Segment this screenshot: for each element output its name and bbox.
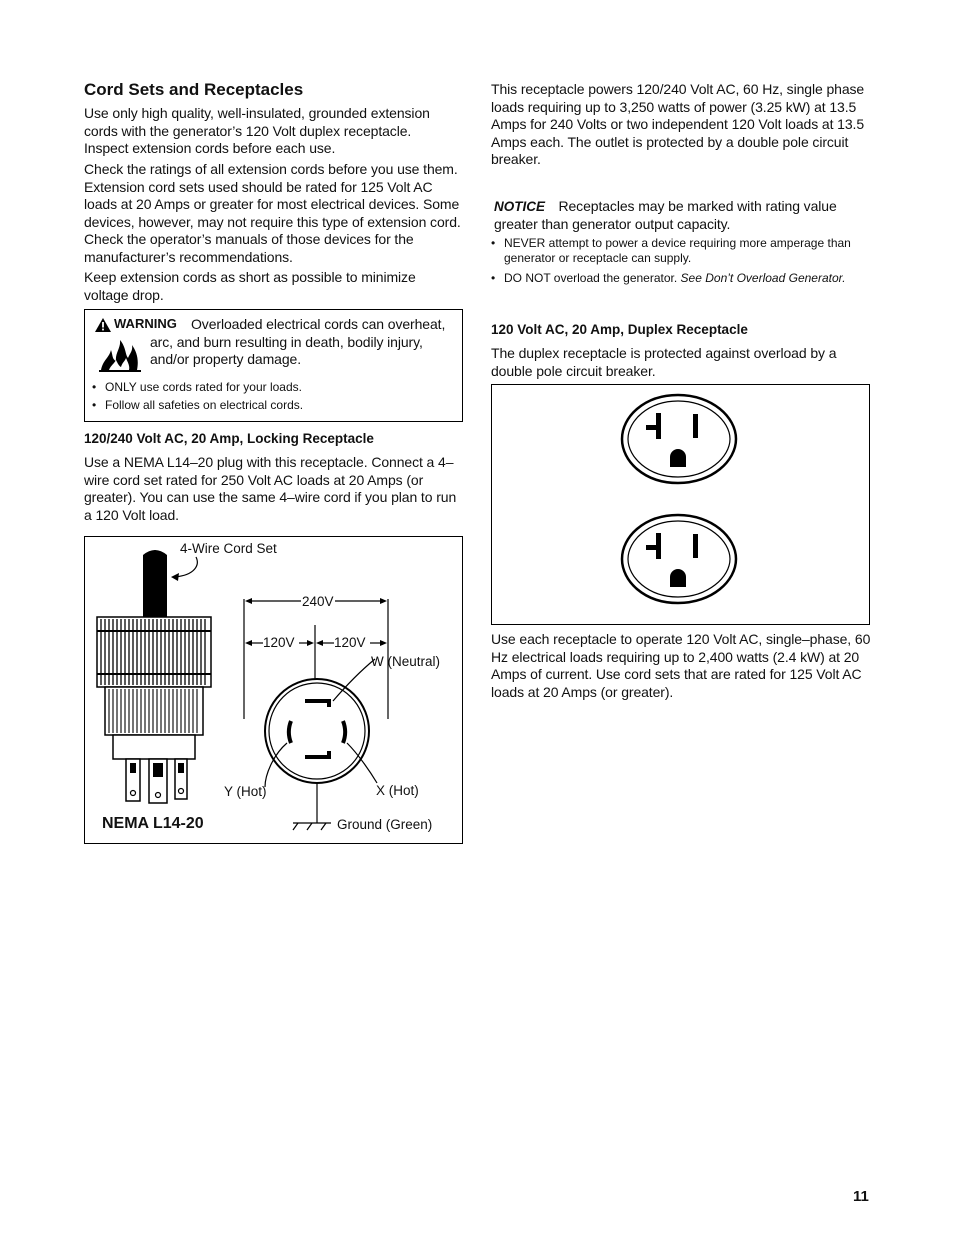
outlet-top-icon: [622, 395, 736, 483]
warning-bullet-2: • Follow all safeties on electrical cords.: [90, 397, 450, 413]
duplex-outlet-drawing: [490, 383, 869, 624]
notice-bullet-2-reference: See Don’t Overload Generator.: [680, 271, 846, 285]
plug-icon: [97, 550, 211, 803]
cord-set-label: 4-Wire Cord Set: [180, 541, 277, 556]
warning-box: [84, 309, 463, 422]
outlet-bottom-icon: [622, 515, 736, 603]
ground-label: Ground (Green): [337, 817, 433, 832]
notice-bullet-2: [489, 271, 867, 286]
warning-triangle-icon: [95, 318, 111, 332]
page-number: 11: [853, 1188, 869, 1205]
warning-text: Overloaded electrical cords can overheat, arc, and burn resulting in death, bodily injury, and/or property damage.: [150, 316, 446, 367]
notice-bullets: [489, 236, 867, 286]
paragraph-duplex-usage: Use each receptacle to operate 120 Volt AC, single–phase, 60 Hz electrical loads requiring up to 2,400 watts (2.4 kW) at 20 Amps of current. Use cord sets that are rated for 125 Volt AC loads at 20 Amps (or greater).: [491, 631, 871, 700]
duplex-receptacle-diagram: [491, 384, 870, 625]
notice-text-line2: greater than generator output capacity.: [494, 216, 731, 232]
notice-label: NOTICE: [494, 199, 546, 214]
voltage-120-right-label: 120V: [334, 635, 366, 650]
locking-receptacle-heading: 120/240 Volt AC, 20 Amp, Locking Receptacle: [84, 431, 374, 446]
notice-text-line1: Receptacles may be marked with rating value: [558, 198, 837, 214]
paragraph-receptacle-powers: This receptacle powers 120/240 Volt AC, 60 Hz, single phase loads requiring up to 3,250 watts of power (3.25 kW) at 13.5 Amps for 240 Volts or two independent 120 Volt loads at 13.5 Amps each. The outlet is protected by a double pole circuit breaker.: [491, 81, 865, 167]
warning-bullets: [90, 379, 450, 413]
notice-block: [494, 198, 874, 234]
duplex-receptacle-text: The duplex receptacle is protected against overload by a double pole circuit breaker.: [491, 345, 837, 379]
section-title: Cord Sets and Receptacles: [84, 80, 304, 99]
voltage-240-label: 240V: [302, 594, 334, 609]
notice-bullet-1: • NEVER attempt to power a device requiring more amperage than generator or receptacle can supply.: [489, 236, 867, 266]
fire-hazard-icon: [99, 338, 141, 372]
duplex-receptacle-heading: 120 Volt AC, 20 Amp, Duplex Receptacle: [491, 322, 748, 337]
notice-bullet-2-text: DO NOT overload the generator.: [504, 271, 678, 285]
paragraph-extension-cords: Use only high quality, well-insulated, grounded extension cords with the generator’s 120 Volt duplex receptacle. Inspect extension cords before each use.: [84, 105, 430, 156]
paragraph-keep-short: Keep extension cords as short as possible to minimize voltage drop.: [84, 269, 416, 303]
paragraph-ratings: Check the ratings of all extension cords before you use them. Extension cord sets used should be rated for 125 Volt AC loads at 20 Amps or greater for most electrical devices. Some devices, however, may not require this type of extension cord. Check the operator’s manuals of those devices for the manufacturer’s recommendations.: [84, 161, 461, 265]
warning-label: WARNING: [114, 316, 177, 331]
l14-20-diagram: [84, 536, 463, 844]
x-hot-label: X (Hot): [376, 783, 419, 798]
y-hot-label: Y (Hot): [224, 784, 267, 799]
locking-receptacle-text: Use a NEMA L14–20 plug with this receptacle. Connect a 4–wire cord set rated for 250 Volt AC loads at 20 Amps (or greater). You can use the same 4–wire cord if you plan to run a 120 Volt load.: [84, 454, 457, 523]
warning-bullet-1: • ONLY use cords rated for your loads.: [90, 379, 450, 395]
nema-label: NEMA L14-20: [102, 815, 204, 832]
voltage-120-left-label: 120V: [263, 635, 295, 650]
neutral-label: W (Neutral): [371, 654, 441, 669]
